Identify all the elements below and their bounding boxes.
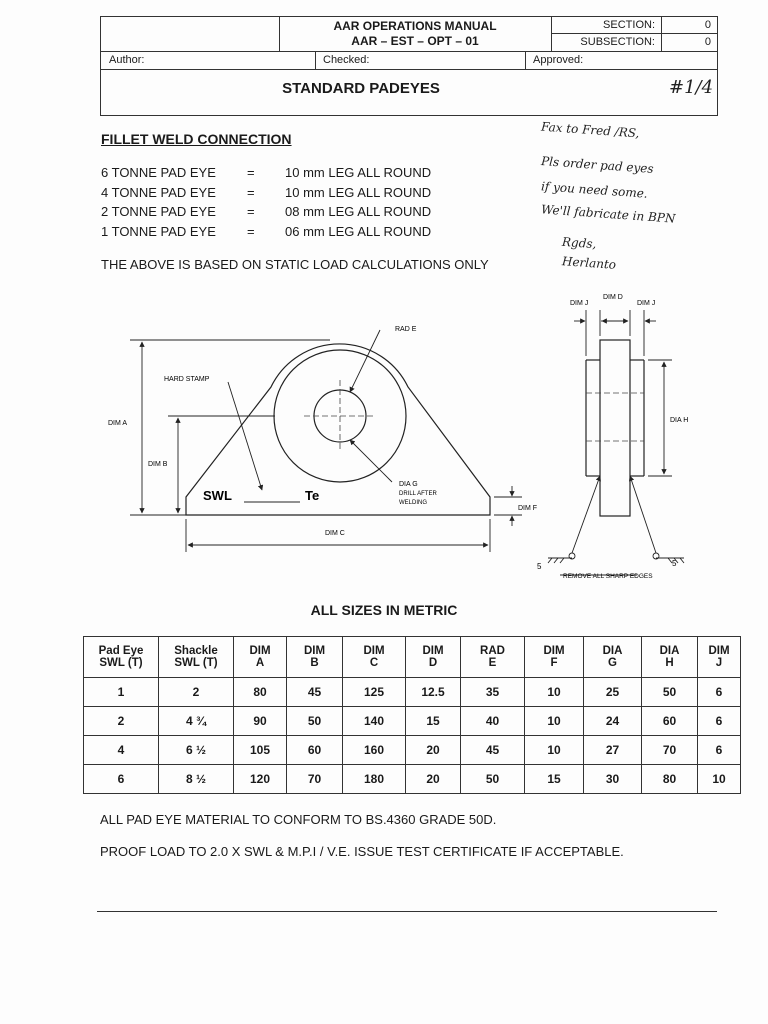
- subsection-label: SUBSECTION:: [580, 36, 655, 48]
- table-cell: 30: [584, 765, 642, 794]
- hard-stamp-label: HARD STAMP: [164, 376, 210, 383]
- table-cell: 90: [234, 707, 287, 736]
- table-cell: 20: [406, 765, 461, 794]
- weld-leg-value: 10 mm LEG ALL ROUND: [285, 184, 432, 200]
- table-cell: 160: [343, 736, 406, 765]
- table-header: DIM B: [287, 637, 343, 678]
- table-cell: 80: [234, 678, 287, 707]
- approved-label: Approved:: [533, 54, 584, 66]
- fillet-weld-list: [101, 163, 501, 241]
- material-note: ALL PAD EYE MATERIAL TO CONFORM TO BS.4360 GRADE 50D.: [100, 812, 497, 827]
- table-cell: 45: [287, 678, 343, 707]
- padeye-name: 6 TONNE PAD EYE: [101, 165, 216, 180]
- list-item: [101, 222, 501, 242]
- padeye-drawing: [0, 280, 768, 590]
- page-mark: #1/4: [669, 77, 714, 98]
- table-header: DIA H: [642, 637, 698, 678]
- handwritten-line: if you need some.: [540, 179, 649, 201]
- table-cell: 60: [287, 736, 343, 765]
- proof-load-note: PROOF LOAD TO 2.0 X SWL & M.P.I / V.E. ISSUE TEST CERTIFICATE IF ACCEPTABLE.: [100, 844, 624, 859]
- table-cell: 35: [461, 678, 525, 707]
- handwritten-line: We'll fabricate in BPN: [540, 202, 676, 226]
- table-cell: 45: [461, 736, 525, 765]
- table-row: [84, 765, 741, 794]
- document-header: [100, 16, 718, 116]
- padeye-side-plate: [600, 340, 630, 516]
- equals-sign: =: [247, 204, 255, 219]
- table-cell: 50: [287, 707, 343, 736]
- table-cell: 70: [287, 765, 343, 794]
- dim-j-left-label: DIM J: [570, 300, 589, 307]
- weld-leg-value: 10 mm LEG ALL ROUND: [285, 165, 432, 180]
- padeye-name: 2 TONNE PAD EYE: [101, 204, 216, 219]
- table-cell: 2: [84, 707, 159, 736]
- table-cell: 6: [84, 765, 159, 794]
- dia-g-label: DIA G: [399, 481, 418, 488]
- rad-e-label: RAD E: [395, 326, 417, 333]
- table-cell: 40: [461, 707, 525, 736]
- list-item: [101, 202, 501, 222]
- swl-stamp-label: SWL: [203, 488, 232, 503]
- manual-title: AAR OPERATIONS MANUAL: [333, 19, 497, 33]
- table-row: [84, 707, 741, 736]
- table-cell: 125: [343, 678, 406, 707]
- dim-b-label: DIM B: [148, 461, 168, 468]
- fillet-weld-heading: FILLET WELD CONNECTION: [101, 131, 292, 147]
- table-header-row: [84, 637, 741, 678]
- weld-leg-value: 06 mm LEG ALL ROUND: [285, 223, 432, 239]
- table-cell: 15: [406, 707, 461, 736]
- dia-h-label: DIA H: [670, 417, 689, 424]
- table-cell: 20: [406, 736, 461, 765]
- document-title: STANDARD PADEYES: [282, 80, 440, 97]
- table-header: DIM D: [406, 637, 461, 678]
- static-load-note: THE ABOVE IS BASED ON STATIC LOAD CALCULATIONS ONLY: [101, 257, 489, 272]
- padeye-name: 4 TONNE PAD EYE: [101, 184, 216, 200]
- equals-sign: =: [247, 184, 255, 200]
- table-cell: 6: [698, 678, 741, 707]
- handwritten-line: Herlanto: [561, 254, 617, 272]
- table-cell: 50: [642, 678, 698, 707]
- dim-j-right-label: DIM J: [637, 300, 656, 307]
- table-cell: 6 ½: [159, 736, 234, 765]
- table-cell: 24: [584, 707, 642, 736]
- section-label: SECTION:: [603, 19, 655, 31]
- equals-sign: =: [247, 165, 255, 180]
- table-cell: 105: [234, 736, 287, 765]
- drill-note-line-2: WELDING: [399, 500, 428, 506]
- drill-note-line-1: DRILL AFTER: [399, 491, 437, 497]
- weld-size-right: 5: [672, 559, 677, 568]
- list-item: [101, 163, 501, 183]
- table-cell: 6: [698, 707, 741, 736]
- table-cell: 10: [525, 736, 584, 765]
- padeye-size-table: [83, 636, 741, 794]
- table-cell: 4: [84, 736, 159, 765]
- table-cell: 27: [584, 736, 642, 765]
- author-label: Author:: [109, 54, 145, 66]
- table-header: Shackle SWL (T): [159, 637, 234, 678]
- remove-edges-note: REMOVE ALL SHARP EDGES: [563, 573, 653, 580]
- table-cell: 6: [698, 736, 741, 765]
- dim-a-label: DIM A: [108, 420, 128, 427]
- table-header: DIA G: [584, 637, 642, 678]
- equals-sign: =: [247, 223, 255, 239]
- table-cell: 120: [234, 765, 287, 794]
- table-cell: 4 ¾: [159, 707, 234, 736]
- footer-rule: [97, 911, 717, 912]
- list-item: [101, 183, 501, 203]
- te-stamp-label: Te: [305, 488, 320, 503]
- table-cell: 140: [343, 707, 406, 736]
- subsection-value: 0: [704, 36, 711, 48]
- table-cell: 12.5: [406, 678, 461, 707]
- table-cell: 60: [642, 707, 698, 736]
- table-cell: 8 ½: [159, 765, 234, 794]
- table-header: DIM A: [234, 637, 287, 678]
- table-cell: 25: [584, 678, 642, 707]
- table-cell: 2: [159, 678, 234, 707]
- weld-leg-value: 08 mm LEG ALL ROUND: [285, 204, 432, 219]
- handwritten-line: Rgds,: [561, 234, 597, 252]
- sizes-heading: ALL SIZES IN METRIC: [310, 602, 458, 618]
- handwritten-line: Pls order pad eyes: [540, 154, 655, 176]
- handwritten-line: Fax to Fred /RS,: [540, 119, 640, 141]
- dim-c-label: DIM C: [325, 530, 345, 537]
- table-header: DIM F: [525, 637, 584, 678]
- padeye-name: 1 TONNE PAD EYE: [101, 223, 216, 239]
- table-row: [84, 678, 741, 707]
- doc-code: AAR – EST – OPT – 01: [351, 34, 479, 48]
- table-cell: 80: [642, 765, 698, 794]
- table-header: Pad Eye SWL (T): [84, 637, 159, 678]
- table-cell: 50: [461, 765, 525, 794]
- table-header: DIM J: [698, 637, 741, 678]
- table-cell: 10: [525, 707, 584, 736]
- dim-d-label: DIM D: [603, 294, 623, 301]
- table-cell: 70: [642, 736, 698, 765]
- table-cell: 15: [525, 765, 584, 794]
- checked-label: Checked:: [323, 54, 370, 66]
- table-row: [84, 736, 741, 765]
- table-header: RAD E: [461, 637, 525, 678]
- table-cell: 10: [698, 765, 741, 794]
- weld-size-left: 5: [537, 562, 542, 571]
- section-value: 0: [704, 19, 711, 31]
- dim-f-label: DIM F: [518, 505, 538, 512]
- table-cell: 180: [343, 765, 406, 794]
- table-header: DIM C: [343, 637, 406, 678]
- table-cell: 10: [525, 678, 584, 707]
- table-cell: 1: [84, 678, 159, 707]
